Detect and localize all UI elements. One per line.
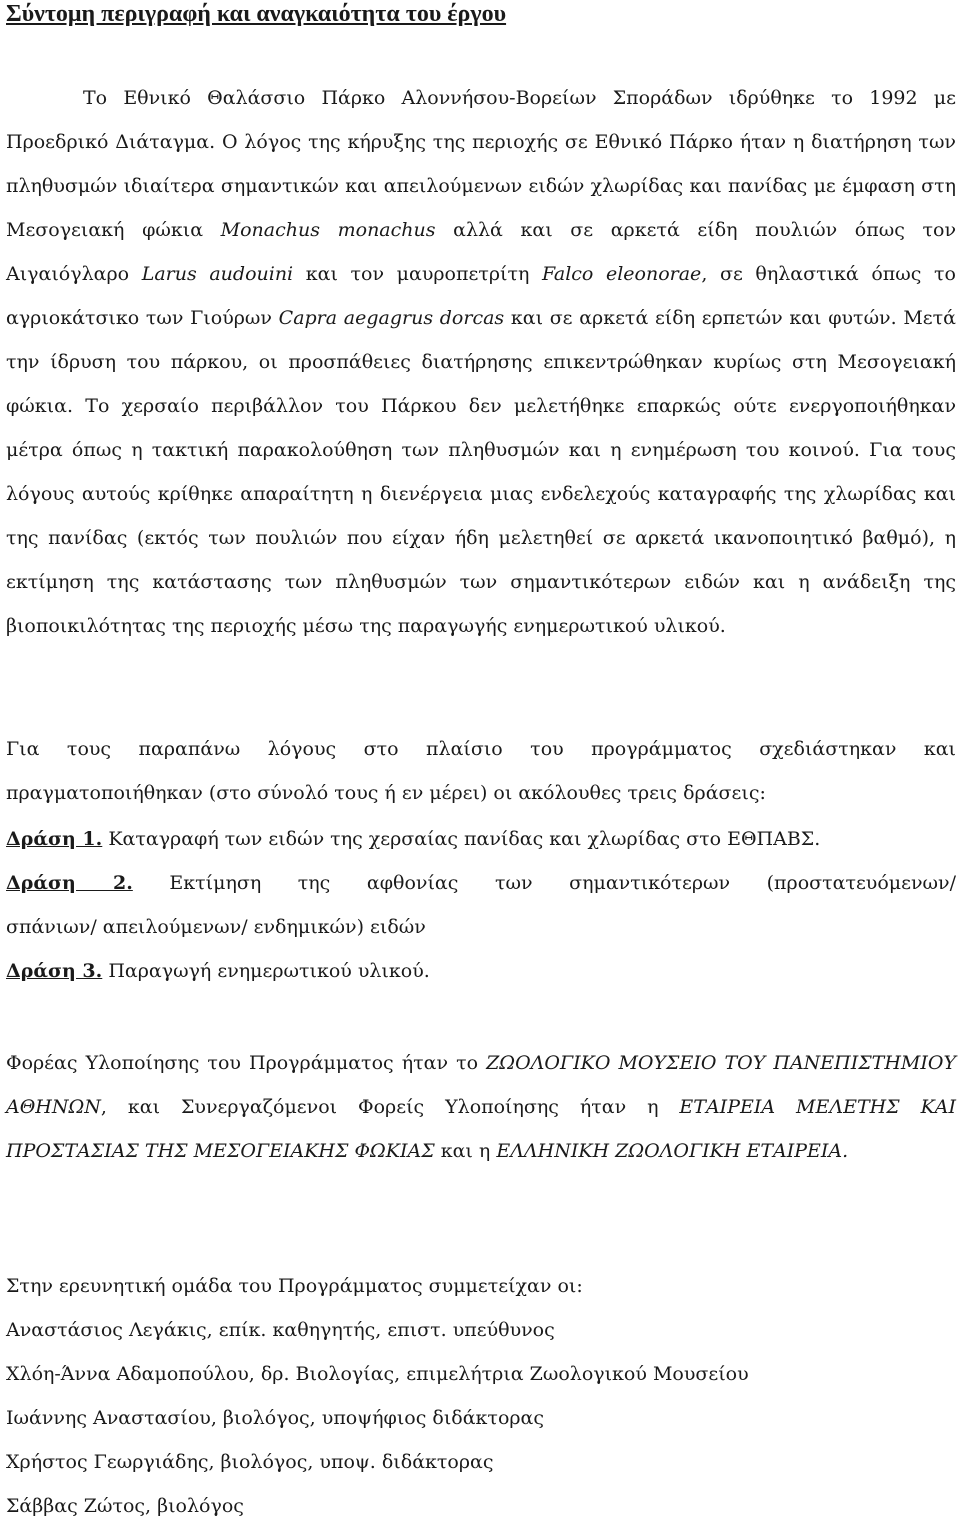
organization-name: ΕΤΑΙΡΕΙΑ ΜΕΛΕΤΗΣ ΚΑΙ ΠΡΟΣΤΑΣΙΑΣ ΤΗΣ ΜΕΣΟΓΕΙΑΚΗΣ ΦΩΚΙΑΣ <box>6 1096 956 1162</box>
intro-text-5: και σε αρκετά είδη ερπετών και φυτών. Μετά την ίδρυση του πάρκου, οι προσπάθειες διατήρησης επικεντρώθηκαν κυρίως στη Μεσογειακή φώκια. Το χερσαίο περιβάλλον του Πάρκου δεν μελετήθηκε επαρκώς ούτε ενεργοποιήθηκαν μέτρα όπως η τακτική παρακολούθηση των πληθυσμών και η ενημέρωση του κοινού. Για τους λόγους αυτούς κρίθηκε απαραίτητη η διενέργεια μιας ενδελεχούς καταγραφής της χλωρίδας και της πανίδας (εκτός των πουλιών που είχαν ήδη μελετηθεί σε αρκετά ικανοποιητικό βαθμό), η εκτίμηση της κατάστασης των πληθυσμών των σημαντικότερων ειδών και η ανάδειξη της βιοποικιλότητας της περιοχής μέσω της παραγωγής ενημερωτικού υλικού. <box>6 307 956 637</box>
action-item-2 <box>6 861 956 905</box>
implementation-text-2: , και Συνεργαζόμενοι Φορείς Υλοποίησης ήταν η <box>100 1096 680 1118</box>
intro-text-2: αλλά και σε αρκετά είδη πουλιών όπως τον Αιγαιόγλαρο <box>6 219 956 285</box>
action-text: Εκτίμηση της αφθονίας των σημαντικότερων (προστατευόμενων/ <box>132 872 956 894</box>
intro-text-1: Το Εθνικό Θαλάσσιο Πάρκο Αλοννήσου-Βορείων Σποράδων ιδρύθηκε το 1992 με Προεδρικό Διάταγμα. Ο λόγος της κήρυξης της περιοχής σε Εθνικό Πάρκο ήταν η διατήρηση των πληθυσμών ιδιαίτερα σημαντικών και απειλούμενων ειδών χλωρίδας και πανίδας με έμφαση στη Μεσογειακή φώκια <box>6 87 956 241</box>
intro-text-3: και τον μαυροπετρίτη <box>293 263 542 285</box>
implementation-paragraph <box>6 1041 956 1173</box>
team-member: Αναστάσιος Λεγάκις, επίκ. καθηγητής, επιστ. υπεύθυνος <box>6 1319 555 1341</box>
action-item-1 <box>6 817 820 861</box>
actions-intro-paragraph: Για τους παραπάνω λόγους στο πλαίσιο του προγράμματος σχεδιάστηκαν και πραγματοποιήθηκαν (στο σύνολό τους ή εν μέρει) οι ακόλουθες τρεις δράσεις: <box>6 738 956 804</box>
action-item-2-continuation: σπάνιων/ απειλούμενων/ ενδημικών) ειδών <box>6 916 426 938</box>
action-text: Καταγραφή των ειδών της χερσαίας πανίδας και χλωρίδας στο ΕΘΠΑΒΣ. <box>102 828 821 850</box>
action-item-3 <box>6 949 430 993</box>
action-label: Δράση 2. <box>6 872 133 894</box>
implementation-text-3: και η <box>434 1140 497 1162</box>
action-text: Παραγωγή ενημερωτικού υλικού. <box>102 960 430 982</box>
species-name: Falco eleonorae <box>541 263 702 285</box>
section-heading: Σύντομη περιγραφή και αναγκαιότητα του έργου <box>6 1 507 27</box>
action-label: Δράση 1. <box>6 828 103 850</box>
team-member: Σάββας Ζώτος, βιολόγος <box>6 1495 244 1517</box>
implementation-text-1: Φορέας Υλοποίησης του Προγράμματος ήταν το <box>6 1052 487 1074</box>
team-intro: Στην ερευνητική ομάδα του Προγράμματος συμμετείχαν οι: <box>6 1275 583 1297</box>
organization-name: ΕΛΛΗΝΙΚΗ ΖΩΟΛΟΓΙΚΗ ΕΤΑΙΡΕΙΑ. <box>496 1140 849 1162</box>
team-member: Χρήστος Γεωργιάδης, βιολόγος, υποψ. διδάκτορας <box>6 1451 494 1473</box>
organization-name: ΖΩΟΛΟΓΙΚΟ ΜΟΥΣΕΙΟ ΤΟΥ ΠΑΝΕΠΙΣΤΗΜΙΟΥ ΑΘΗΝΩΝ <box>6 1052 956 1118</box>
species-name: Capra aegagrus dorcas <box>278 307 505 329</box>
species-name: Larus audouini <box>141 263 294 285</box>
intro-text-4: , σε θηλαστικά όπως το αγριοκάτσικο των Γιούρων <box>6 263 956 329</box>
action-label: Δράση 3. <box>6 960 103 982</box>
species-name: Monachus monachus <box>220 219 436 241</box>
team-member: Χλόη-Άννα Αδαμοπούλου, δρ. Βιολογίας, επιμελήτρια Ζωολογικού Μουσείου <box>6 1363 749 1385</box>
intro-paragraph <box>6 76 956 648</box>
team-member: Ιωάννης Αναστασίου, βιολόγος, υποψήφιος διδάκτορας <box>6 1407 545 1429</box>
